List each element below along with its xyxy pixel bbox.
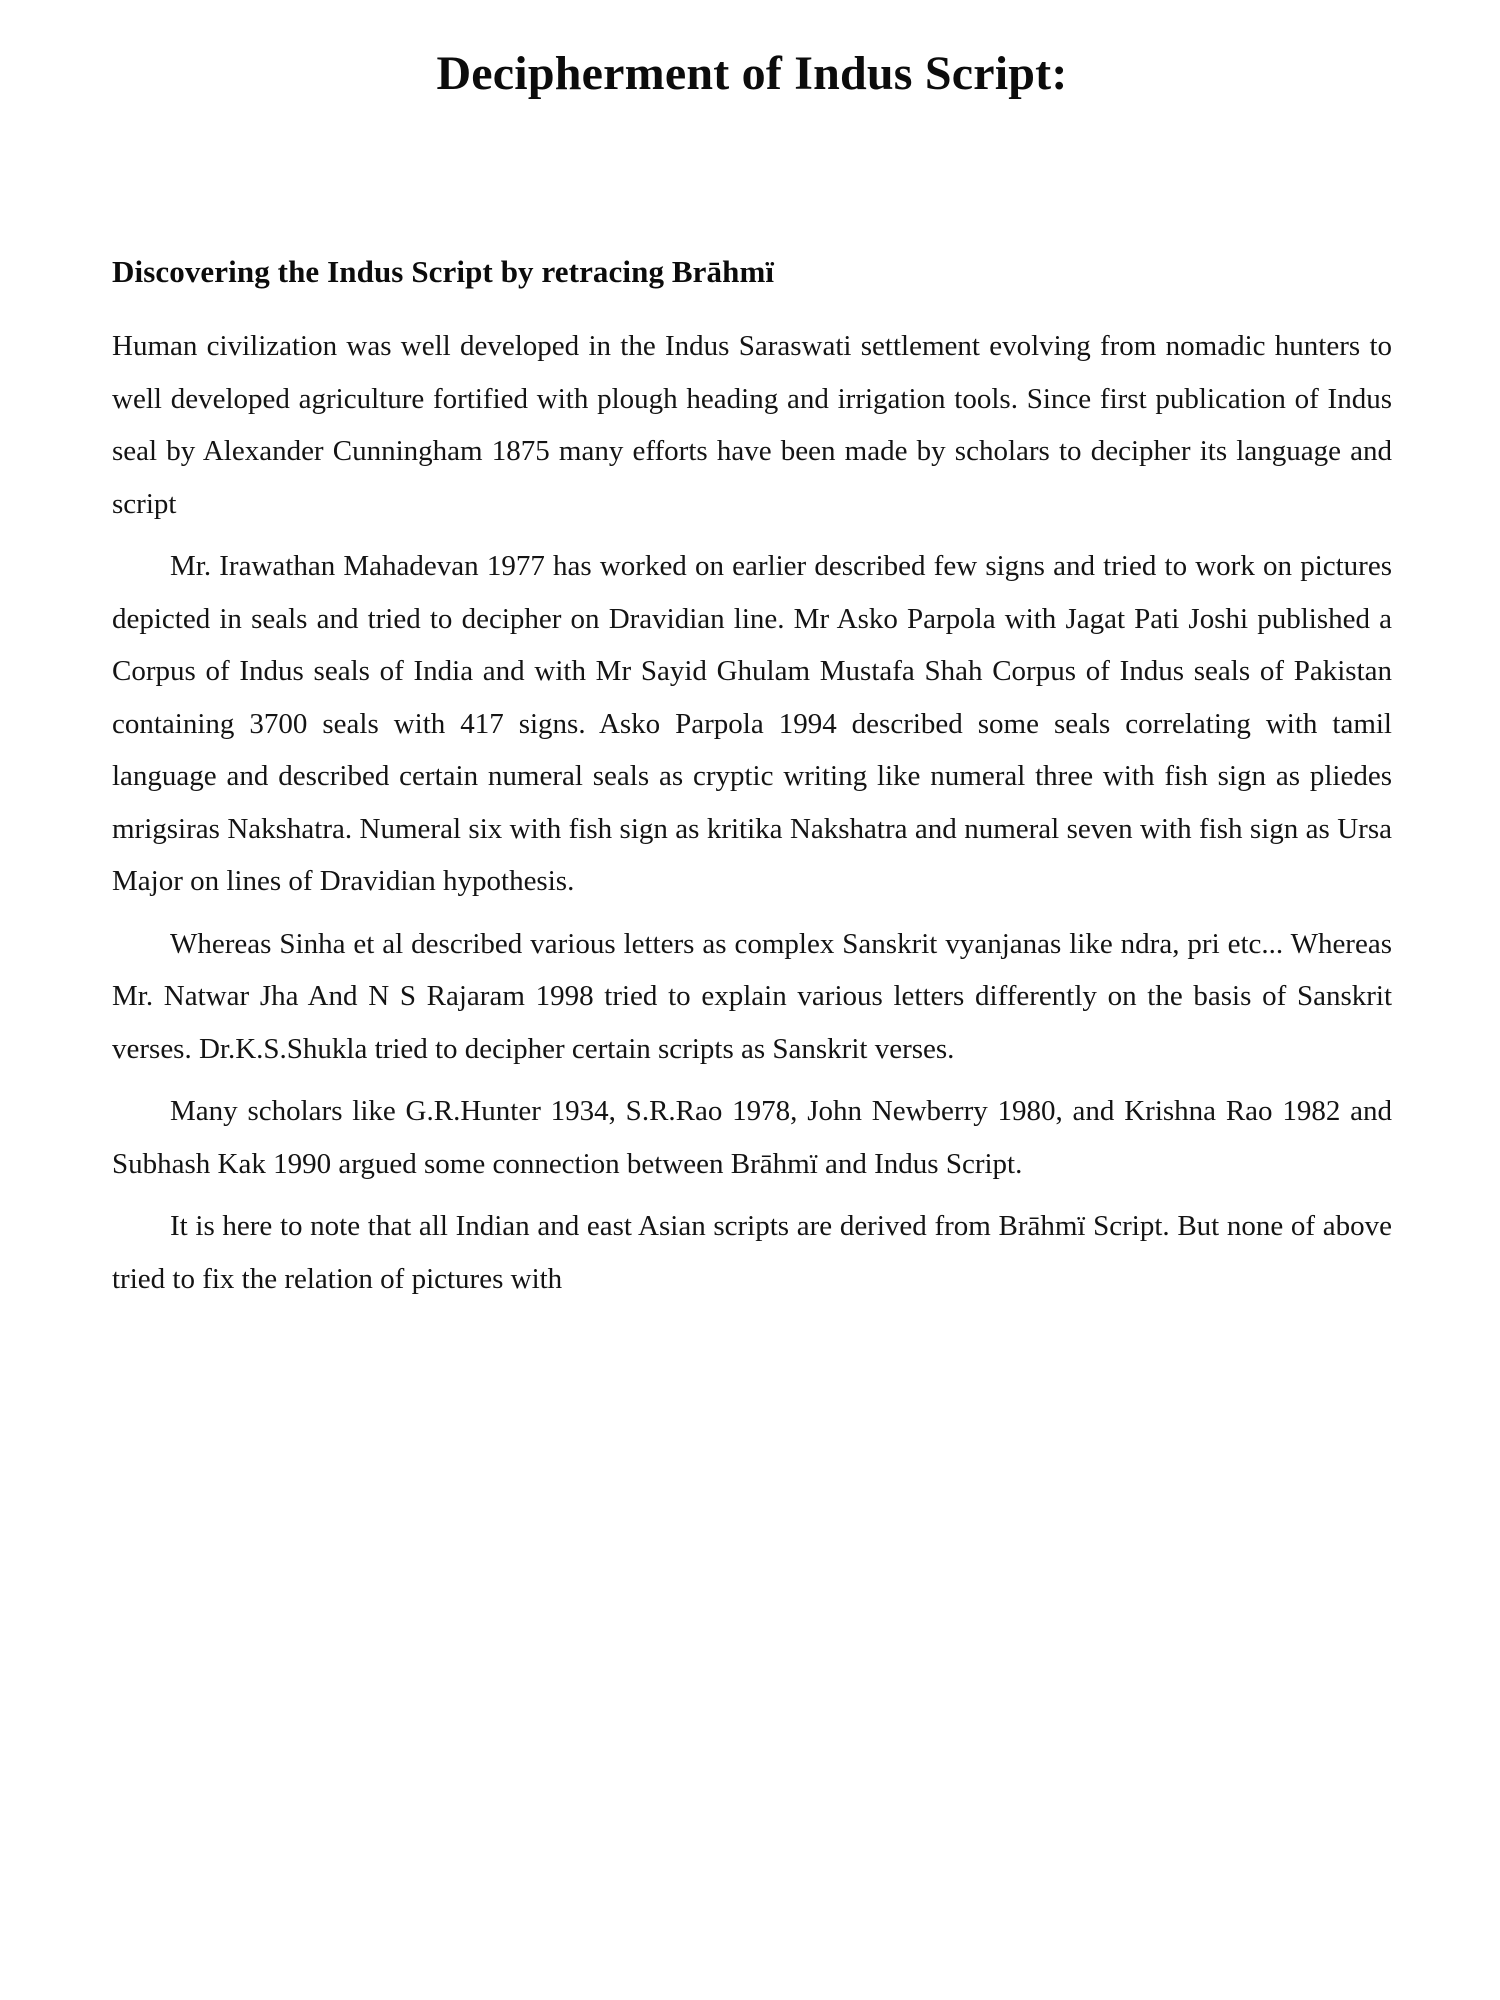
paragraph-3: Whereas Sinha et al described various letters as complex Sanskrit vyanjanas like ndra, pri etc... Whereas Mr. Natwar Jha And N S Rajaram 1998 tried to explain various letters differently on the basis of Sanskrit verses. Dr.K.S.Shukla tried to decipher certain scripts as Sanskrit verses. — [112, 927, 1392, 1065]
section-heading: Discovering the Indus Script by retracing Brāhmï — [112, 254, 775, 290]
paragraph-5: It is here to note that all Indian and east Asian scripts are derived from Brāhmï Script. But none of above tried to fix the relation of pictures with — [112, 1210, 1392, 1295]
paragraph-2: Mr. Irawathan Mahadevan 1977 has worked on earlier described few signs and tried to work on pictures depicted in seals and tried to decipher on Dravidian line. Mr Asko Parpola with Jagat Pati Joshi published a Corpus of Indus seals of India and with Mr Sayid Ghulam Mustafa Shah Corpus of Indus seals of Pakistan containing 3700 seals with 417 signs. Asko Parpola 1994 described some seals correlating with tamil language and described certain numeral seals as cryptic writing like numeral three with fish sign as pliedes mrigsiras Nakshatra. Numeral six with fish sign as kritika Nakshatra and numeral seven with fish sign as Ursa Major on lines of Dravidian hypothesis. — [112, 550, 1392, 898]
page-title: Decipherment of Indus Script: — [436, 47, 1068, 100]
paragraph-4: Many scholars like G.R.Hunter 1934, S.R.Rao 1978, John Newberry 1980, and Krishna Rao 1982 and Subhash Kak 1990 argued some connection between Brāhmï and Indus Script. — [112, 1095, 1392, 1180]
paragraph-1: Human civilization was well developed in the Indus Saraswati settlement evolving from nomadic hunters to well developed agriculture fortified with plough heading and irrigation tools. Since first publication of Indus seal by Alexander Cunningham 1875 many efforts have been made by scholars to decipher its language and script — [112, 330, 1392, 520]
